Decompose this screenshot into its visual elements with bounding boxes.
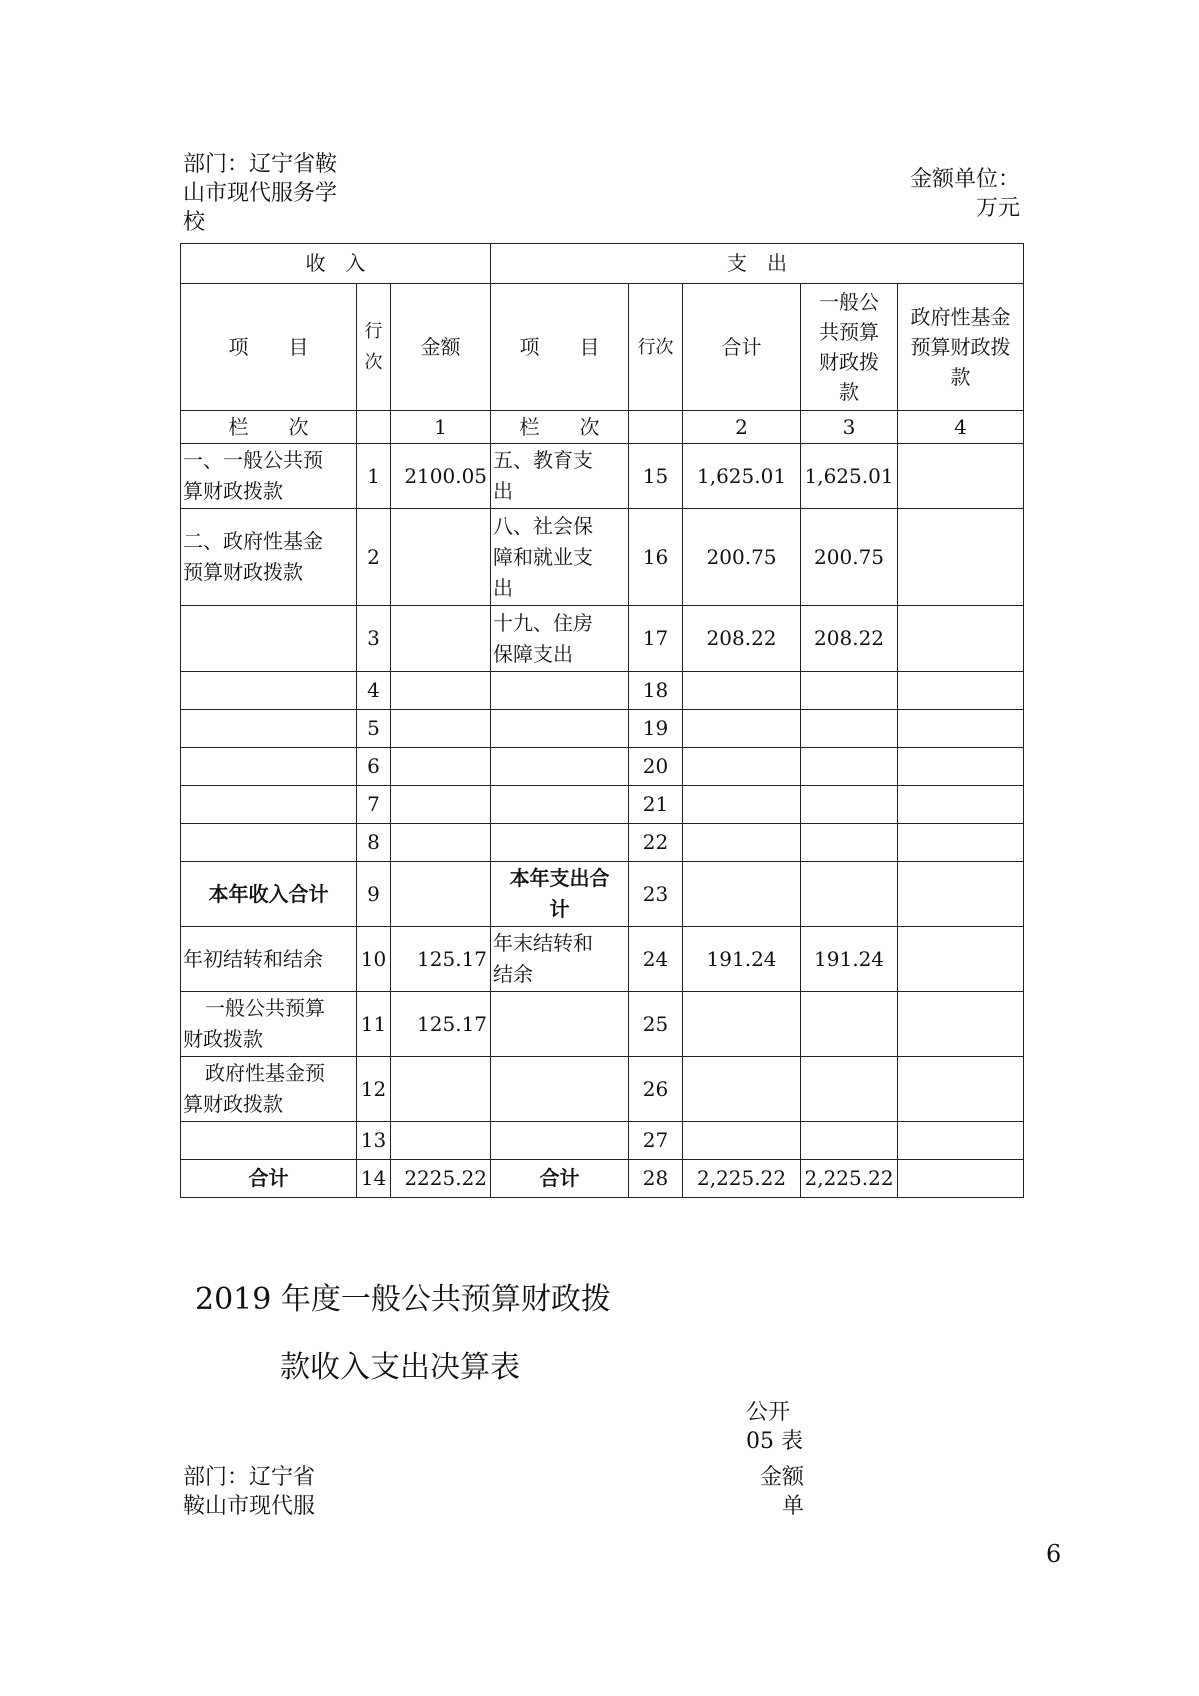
department-label-2: 部门：辽宁省 鞍山市现代服 (183, 1465, 316, 1519)
table-row: 7 21 (181, 786, 1024, 824)
table-row: 一、一般公共预 算财政拨款 1 2100.05 五、教育支 出 15 1,625.01 1,625.01 (181, 444, 1024, 509)
amount-unit-label: 金额单位： 万元 (909, 167, 1020, 221)
amount-unit-label-2: 金额 单 (759, 1465, 804, 1519)
sub-general-row: 一般公共预算 财政拨款 11 125.17 25 (181, 992, 1024, 1057)
table-row: 6 20 (181, 748, 1024, 786)
table-row: 3 十九、住房 保障支出 17 208.22 208.22 (181, 606, 1024, 672)
income-header: 收 入 (181, 244, 491, 284)
table-row: 二、政府性基金 预算财政拨款 2 八、社会保 障和就业支 出 16 200.75 200.75 (181, 509, 1024, 606)
sub-fund-row: 政府性基金预 算财政拨款 12 26 (181, 1057, 1024, 1122)
col-row-no: 行 次 (357, 284, 391, 411)
section-title-line2: 款收入支出决算表 (280, 1350, 520, 1385)
carry-over-row: 年初结转和结余 10 125.17 年末结转和 结余 24 191.24 191.24 (181, 927, 1024, 992)
page-number: 6 (1046, 1540, 1062, 1568)
table-row: 5 19 (181, 710, 1024, 748)
col-item: 项 目 (181, 284, 357, 411)
table-code: 公开 05 表 (746, 1400, 803, 1454)
col-amount: 金额 (391, 284, 491, 411)
table-row: 8 22 (181, 824, 1024, 862)
section-header-row (181, 244, 1024, 284)
lanci-row: 栏 次 1 栏 次 2 3 4 (181, 411, 1024, 444)
section-title-line1: 2019 年度一般公共预算财政拨 (195, 1282, 611, 1317)
col-general-budget: 一般公 共预算 财政拨 款 (801, 284, 898, 411)
column-header-row (181, 284, 1024, 411)
col-item-2: 项 目 (491, 284, 629, 411)
department-label: 部门：辽宁省鞍 山市现代服务学 校 (183, 152, 338, 235)
col-row-no-2: 行次 (629, 284, 683, 411)
col-total: 合计 (683, 284, 801, 411)
table-row: 4 18 (181, 672, 1024, 710)
col-fund-budget: 政府性基金 预算财政拨 款 (898, 284, 1024, 411)
year-total-row: 本年收入合计 9 本年支出合 计 23 (181, 862, 1024, 927)
budget-table (180, 243, 1024, 1198)
blank-row: 13 27 (181, 1122, 1024, 1160)
expense-header: 支 出 (491, 244, 1024, 284)
grand-total-row: 合计 14 2225.22 合计 28 2,225.22 2,225.22 (181, 1160, 1024, 1198)
